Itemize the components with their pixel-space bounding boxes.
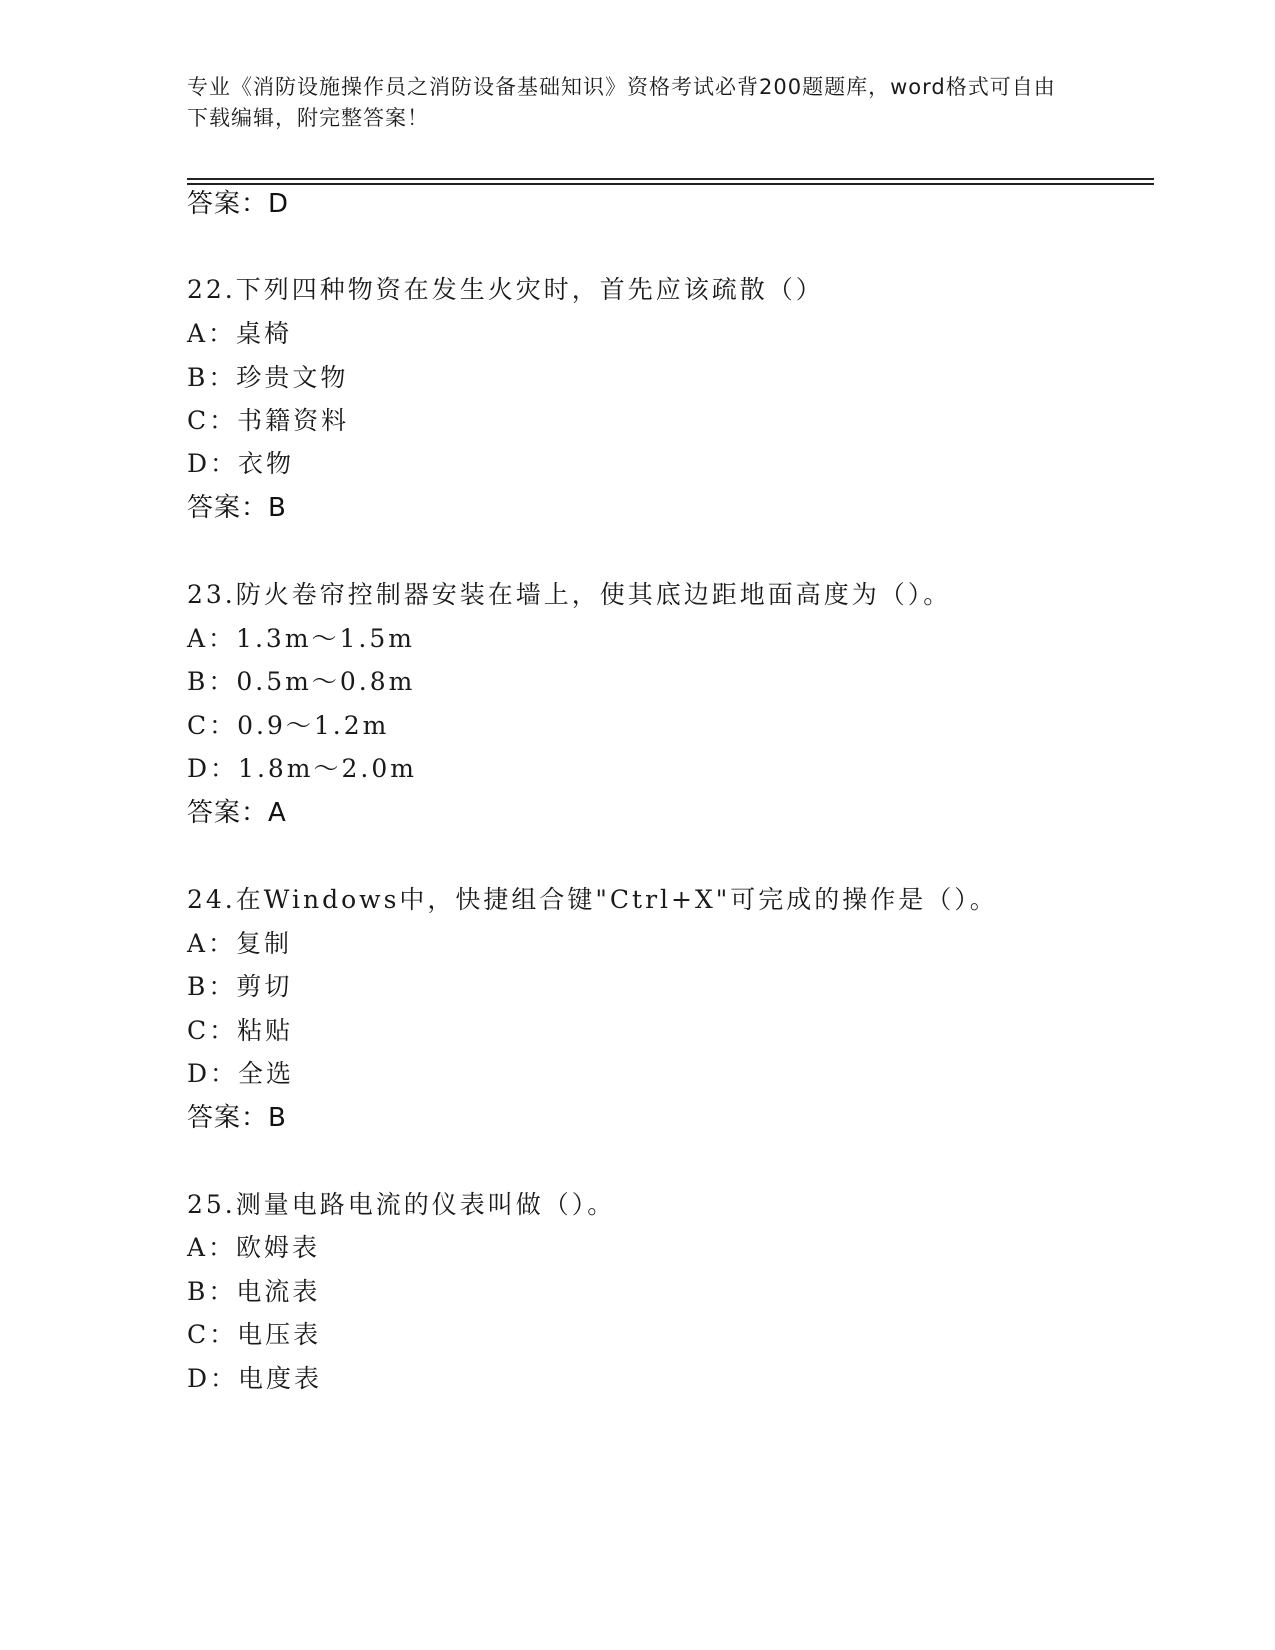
header-divider-bottom [187, 183, 1154, 185]
option-25-c: C：电压表 [187, 1320, 322, 1349]
question-stem-24: 24.在Windows中，快捷组合键"Ctrl+X"可完成的操作是（）。 [187, 885, 998, 914]
header-divider-top [187, 178, 1154, 180]
option-23-c: C：0.9～1.2m [187, 711, 390, 740]
option-24-a: A：复制 [187, 929, 293, 958]
option-22-c: C：书籍资料 [187, 406, 350, 435]
answer-line-23: 答案：A [187, 798, 287, 828]
option-24-c: C：粘贴 [187, 1016, 294, 1045]
answer-line-24: 答案：B [187, 1103, 287, 1133]
option-23-b: B：0.5m～0.8m [187, 667, 416, 696]
option-22-d: D：衣物 [187, 449, 295, 478]
answer-line-21: 答案：D [187, 189, 290, 219]
option-23-d: D：1.8m～2.0m [187, 754, 417, 783]
option-25-a: A：欧姆表 [187, 1233, 321, 1262]
question-stem-23: 23.防火卷帘控制器安装在墙上，使其底边距地面高度为（）。 [187, 580, 952, 609]
option-22-a: A：桌椅 [187, 319, 293, 348]
question-stem-22: 22.下列四种物资在发生火灾时，首先应该疏散（） [187, 275, 824, 304]
option-24-d: D：全选 [187, 1059, 295, 1088]
option-23-a: A：1.3m～1.5m [187, 624, 415, 653]
option-25-d: D：电度表 [187, 1364, 323, 1393]
option-25-b: B：电流表 [187, 1277, 321, 1306]
answer-line-22: 答案：B [187, 493, 287, 523]
option-24-b: B：剪切 [187, 972, 293, 1001]
document-header: 专业《消防设施操作员之消防设备基础知识》资格考试必背200题题库，word格式可自由下载编辑，附完整答案！ [187, 75, 1056, 130]
option-22-b: B：珍贵文物 [187, 363, 349, 392]
question-stem-25: 25.测量电路电流的仪表叫做（）。 [187, 1190, 616, 1219]
